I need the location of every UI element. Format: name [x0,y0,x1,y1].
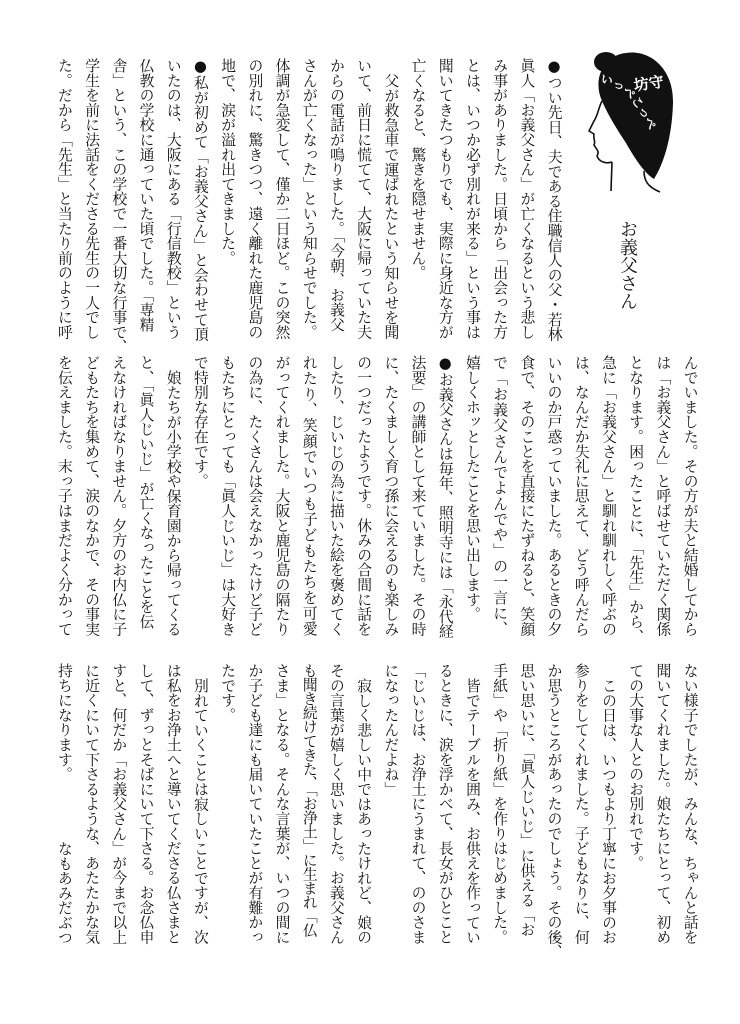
column-logo [578,45,678,195]
middle-tier-column: の為に、たくさんは会えなかったけど子ど [246,355,264,637]
logo-subtitle-path: いっぺこっぺ [599,71,660,132]
middle-tier-column: いいのか戸惑っていました。あるときの夕 [545,355,563,637]
middle-tier-column: に、たくましく育つ孫に会えるのも楽しみ [382,355,400,637]
bottom-tier-column: も聞き続けてきた、「お浄土」に生まれ「仏 [300,663,318,937]
logo-title-text: 坊守 [632,72,665,95]
middle-tier-column: と、「眞人じいじ」が亡くなったことを伝 [137,355,155,629]
bottom-tier-column: すと、何だか「お義父さん」が今まで以上 [110,663,128,945]
bottom-tier-column: 寂しく悲しい中ではあったけれど、娘の [355,677,373,945]
bottom-tier-column: は私をお浄土へと導いてくださる仏さまと [164,663,182,945]
top-tier-column: 仏教の学校に通っていた頃でした。「専精 [137,58,155,332]
top-tier-column: 聞いてきたつもりでも、実際に身近な方が [436,58,454,340]
bottom-tier [51,663,704,963]
top-tier [51,58,568,358]
top-tier-column: 体調が急変して、僅か二日ほど。この突然 [273,58,291,340]
top-tier-column: とは、いつか必ず別れが来る」という事は [463,58,481,340]
middle-tier-column: を伝えました。末っ子はまだよく分かって [55,355,73,637]
middle-tier [51,355,704,655]
bottom-tier-column: 参りをしてくれました。子どもなりに、何 [572,663,590,945]
bottom-tier-column: か思うところがあったのでしょう。その後、 [545,663,563,959]
top-tier-column: 亡くなると、驚きを隠せません。 [409,58,427,280]
top-tier-column: いて、前日に慌てて、大阪に帰っていた夫 [355,58,373,340]
bottom-tier-column: して、ずっとそばにいて下さる。お念仏申 [137,663,155,945]
bottom-tier-column: るときに、涙を浮かべて、長女がひとこと [436,663,454,945]
middle-tier-column: れたり、笑顔でいつも子どもたちを可愛 [300,355,318,637]
bottom-tier-column: になったんだよね」 [382,663,400,797]
middle-tier-column: 嬉しくホッとしたことを思い出します。 [463,355,481,622]
middle-tier-column: 娘たちが小学校や保育園から帰ってくる [164,369,182,637]
top-tier-column: み事がありました。日頃から「出会った方 [491,58,509,340]
bottom-tier-column: その言葉が嬉しく思いました。お義父さん [327,663,345,945]
top-tier-column: いたのは、大阪にある「行信教校」という [164,58,182,340]
middle-tier-column: 食で、そのことを直接にたずねると、笑顔 [518,355,536,637]
top-tier-column: 地で、涙が溢れ出てきました。 [219,58,237,266]
top-tier-column: からの電話が鳴りました。「今朝、お義父 [327,58,345,332]
middle-tier-column: えなければなりません。夕方のお内仏に子 [110,355,128,637]
article-title: お義父さん [617,220,638,310]
middle-tier-column: 法要」の講師として来ていました。その時 [409,355,427,637]
bottom-tier-column: たです。 [219,663,237,723]
bottom-tier-column: か子ども達にも届いていたことが有難かっ [246,663,264,945]
bottom-tier-column: 思い思いに、「眞人じいじ」に供える「お [518,663,536,937]
bottom-tier-column: に近くにいて下さるような、あたたかな気 [83,663,101,945]
middle-tier-column: したり、じいじの為に描いた絵を褒めてく [327,355,345,637]
bottom-tier-column: 別れていくことは寂しいことですが、次 [191,677,209,945]
middle-tier-column: ●お義父さんは毎年、照明寺には「永代経 [436,355,454,639]
top-tier-column: の別れに、驚きつつ、遠く離れた鹿児島の [246,58,264,340]
bottom-tier-column: ての大事な人とのお別れです。 [627,663,645,871]
top-tier-column: ●私が初めて「お義父さん」と会わせて頂 [191,58,209,342]
middle-tier-column: どもたちを集めて、涙のなかで、その事実 [83,355,101,637]
top-tier-column: た。だから「先生」と当たり前のように呼 [55,58,73,340]
middle-tier-column: となります。困ったことに、「先生」から、 [627,355,645,644]
bottom-tier-column: ない様子でしたが、みんな、ちゃんと話を [681,663,699,945]
bottom-tier-column: さま」となる。そんな言葉が、いつの間に [273,663,291,945]
middle-tier-column: がってくれました。大阪と鹿児島の隔たり [273,355,291,637]
top-tier-column: 父が救急車で運ばれたという知らせを聞 [382,72,400,340]
closing-sentence: 持ちになります。 [55,663,73,782]
middle-tier-column: 急に「お義父さん」と馴れ馴れしく呼ぶの [599,355,617,637]
middle-tier-column: は「お義父さん」と呼ばせていただく関係 [654,355,672,637]
top-tier-column: さんが亡くなった」という知らせでした。 [300,58,318,340]
middle-tier-column: んでいました。その方が夫と結婚してから [681,355,699,637]
bottom-tier-column: 聞いてくれました。娘たちにとって、初め [654,663,672,945]
top-tier-column: ●つい先日、夫である住職信人の父・若林 [545,58,563,342]
woman-profile-icon [578,45,678,195]
middle-tier-column: の一つだったようです。休みの合間に話を [355,355,373,637]
bottom-tier-column: 皆でテーブルを囲み、お供えを作ってい [463,677,481,945]
middle-tier-column: で特別な存在です。 [191,355,209,489]
middle-tier-column: もたちにとっても「眞人じいじ」は大好き [219,355,237,637]
top-tier-column: 舎」という、この学校で一番大切な行事で、 [110,58,128,354]
top-tier-column: 学生を前に法話をくださる先生の一人でし [83,58,101,340]
middle-tier-column: は、なんだか失礼に思えて、どう呼んだら [572,355,590,637]
bottom-tier-column-last [51,663,78,945]
middle-tier-column: で「お義父さんでよんでや」の一言に、 [491,355,509,637]
bottom-tier-column: 手紙」や「折り紙」を作りはじめました。 [491,663,509,945]
bottom-tier-column: この日は、いつもより丁寧にお夕事のお [599,677,617,945]
bottom-tier-column: 「じいじは、お浄土にうまれて、ののさま [409,663,427,945]
nembutsu-signoff: なもあみだぶつ [55,841,73,945]
top-tier-column: 眞人「お義父さん」が亡くなるという悲し [518,58,536,340]
